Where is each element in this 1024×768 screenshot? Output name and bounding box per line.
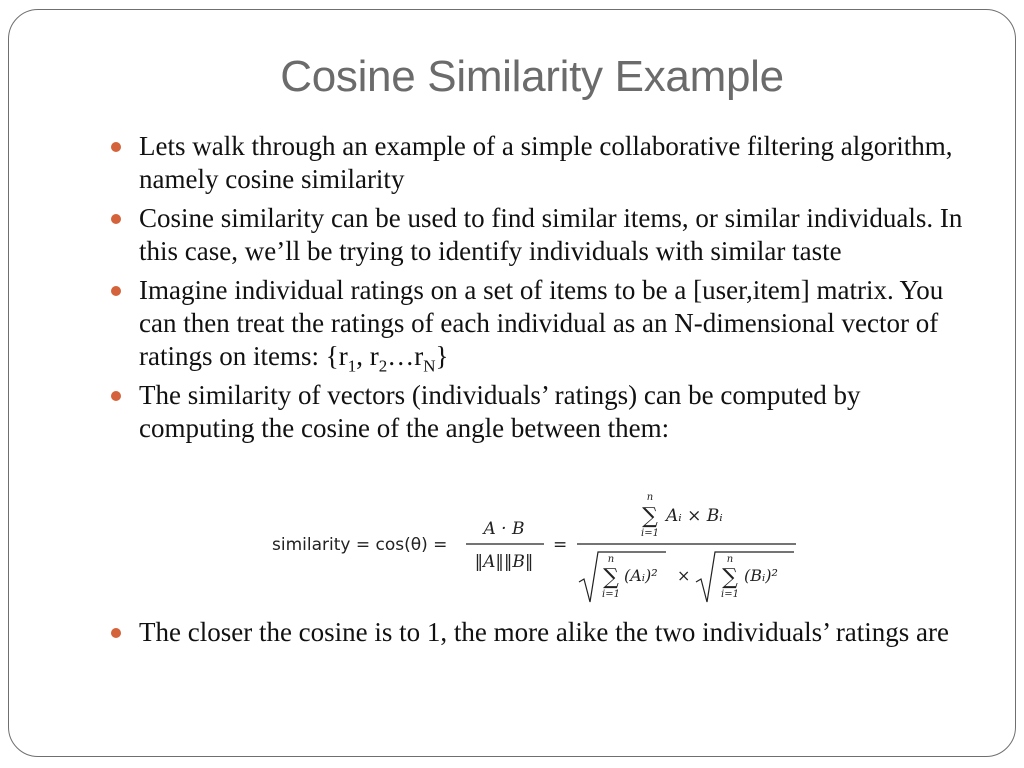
bullet-dot-icon [111, 214, 121, 224]
bullet-item [139, 616, 969, 649]
sum-lower: i=1 [641, 528, 659, 539]
formula-numerator-term: Aᵢ × Bᵢ [666, 506, 723, 526]
sum-upper: n [646, 492, 654, 503]
bullet-item [139, 130, 969, 196]
sum-lower: i=1 [721, 589, 739, 600]
bullet-dot-icon [111, 142, 121, 152]
formula-equals: = [553, 535, 568, 555]
sigma-icon: ∑ [642, 504, 658, 529]
slide-title: Cosine Similarity Example [280, 52, 784, 101]
bullet-text-part: , r [356, 341, 379, 371]
formula-times: × [677, 566, 691, 585]
bullet-text: Lets walk through an example of a simple collaborative filtering algorithm, namely cosine similarity [139, 131, 953, 194]
bullet-text: The closer the cosine is to 1, the more alike the two individuals’ ratings are [139, 617, 950, 647]
bullet-text: Cosine similarity can be used to find similar items, or similar individuals. In this case, we’ll be trying to identify individuals with similar taste [139, 203, 963, 266]
sum-upper: n [607, 554, 615, 565]
formula-denominator-term-b: (Bᵢ)² [744, 566, 778, 585]
bullet-list [139, 130, 969, 451]
cosine-similarity-formula [268, 490, 808, 610]
bullet-dot-icon [111, 391, 121, 401]
formula-frac1-numerator: A · B [483, 519, 525, 539]
bullet-dot-icon [111, 286, 121, 296]
sigma-icon: ∑ [603, 565, 619, 590]
bullet-text-part: Imagine individual ratings on a set of items to be a [user,item] matrix. You can then treat the ratings of each individual as an N-dimensional vector of ratings on items: {r [139, 275, 944, 371]
sigma-icon: ∑ [722, 565, 738, 590]
sum-upper: n [726, 554, 734, 565]
formula-denominator-term-a: (Aᵢ)² [624, 566, 658, 585]
bullet-dot-icon [111, 628, 121, 638]
bullet-item [139, 379, 969, 445]
formula-frac1-denominator: ‖A‖‖B‖ [474, 552, 534, 572]
bullet-text-part: …r [387, 341, 424, 371]
subscript: N [423, 356, 436, 376]
bullet-item [139, 274, 969, 376]
subscript: 1 [347, 356, 357, 376]
sum-lower: i=1 [602, 589, 620, 600]
formula-lhs: similarity = cos(θ) = [272, 535, 448, 555]
bullet-text-part: } [435, 341, 449, 371]
bullet-text: The similarity of vectors (individuals’ ratings) can be computed by computing the cosine of the angle between them: [139, 380, 861, 443]
subscript: 2 [378, 356, 388, 376]
bullet-item [139, 202, 969, 268]
